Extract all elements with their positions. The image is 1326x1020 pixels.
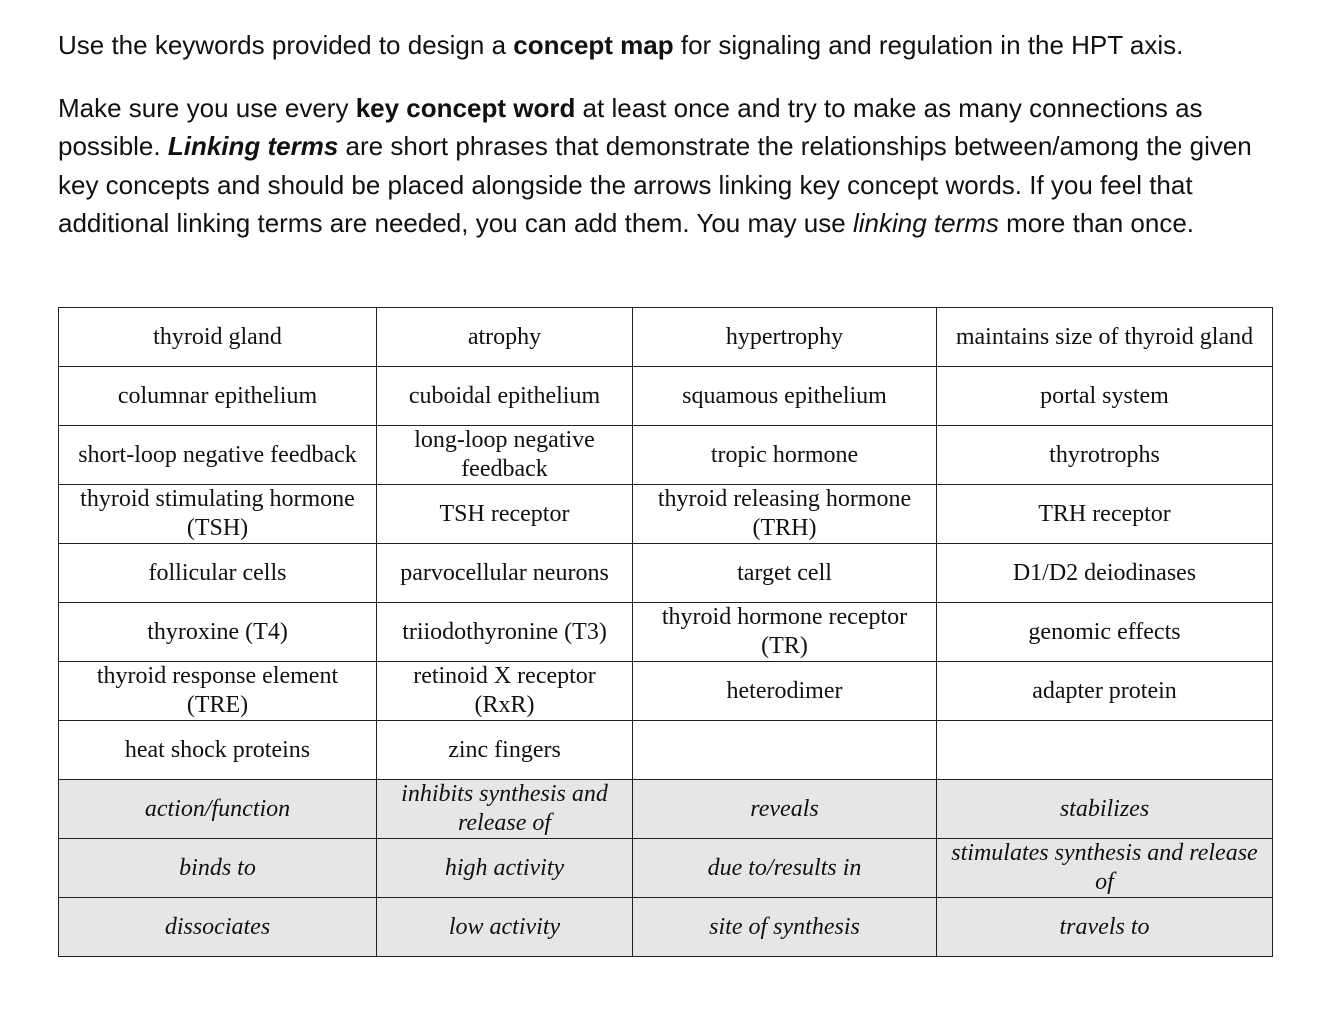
key-concept-cell: TRH receptor xyxy=(937,485,1273,544)
key-concept-cell: thyroid stimulating hormone (TSH) xyxy=(59,485,377,544)
key-concept-cell: atrophy xyxy=(377,308,633,367)
table-row xyxy=(59,721,1273,780)
concept-map-bold: concept map xyxy=(513,30,674,60)
key-concept-cell: parvocellular neurons xyxy=(377,544,633,603)
key-concept-cell: cuboidal epithelium xyxy=(377,367,633,426)
key-concept-cell: triiodothyronine (T3) xyxy=(377,603,633,662)
key-concept-cell: hypertrophy xyxy=(633,308,937,367)
linking-term-cell: high activity xyxy=(377,839,633,898)
key-concept-cell: tropic hormone xyxy=(633,426,937,485)
instruction-paragraph-2: Make sure you use every key concept word at least once and try to make as many connections as possible. Linking terms are short phrases that demonstrate the relationships between/among the given key concepts and should be placed alongside the arrows linking key concept words. If you feel that additional linking terms are needed, you can add them. You may use linking terms more than once. xyxy=(58,92,1252,238)
key-concept-cell: adapter protein xyxy=(937,662,1273,721)
linking-term-cell: binds to xyxy=(59,839,377,898)
linking-term-cell: stabilizes xyxy=(937,780,1273,839)
table-row xyxy=(59,367,1273,426)
key-concept-cell: target cell xyxy=(633,544,937,603)
table-row xyxy=(59,603,1273,662)
key-concept-word-bold: key concept word xyxy=(355,92,576,123)
key-concept-cell: thyroid gland xyxy=(59,308,377,367)
table-row xyxy=(59,544,1273,603)
key-concept-cell: thyroid releasing hormone (TRH) xyxy=(633,485,937,544)
linking-term-row xyxy=(59,898,1273,957)
instructions xyxy=(58,26,1298,243)
keyword-table xyxy=(58,307,1273,957)
key-concept-cell: thyrotrophs xyxy=(937,426,1273,485)
linking-term-row xyxy=(59,780,1273,839)
table-row xyxy=(59,662,1273,721)
key-concept-cell: TSH receptor xyxy=(377,485,633,544)
key-concept-cell: heterodimer xyxy=(633,662,937,721)
key-concept-cell: thyroid response element (TRE) xyxy=(59,662,377,721)
linking-term-row xyxy=(59,839,1273,898)
linking-term-cell: due to/results in xyxy=(633,839,937,898)
key-concept-cell: follicular cells xyxy=(59,544,377,603)
linking-term-cell: stimulates synthesis and release of xyxy=(937,839,1273,898)
key-concept-cell: genomic effects xyxy=(937,603,1273,662)
empty-cell xyxy=(937,721,1273,780)
linking-term-cell: action/function xyxy=(59,780,377,839)
linking-term-cell: travels to xyxy=(937,898,1273,957)
key-concept-cell: maintains size of thyroid gland xyxy=(937,308,1273,367)
key-concept-cell: long-loop negative feedback xyxy=(377,426,633,485)
key-concept-cell: portal system xyxy=(937,367,1273,426)
linking-terms-bold-italic: Linking terms xyxy=(167,131,339,161)
linking-terms-italic: linking terms xyxy=(852,208,999,238)
key-concept-cell: thyroxine (T4) xyxy=(59,603,377,662)
table-row xyxy=(59,308,1273,367)
key-concept-cell: squamous epithelium xyxy=(633,367,937,426)
key-concept-cell: short-loop negative feedback xyxy=(59,426,377,485)
linking-term-cell: low activity xyxy=(377,898,633,957)
linking-term-cell: reveals xyxy=(633,780,937,839)
key-concept-cell: zinc fingers xyxy=(377,721,633,780)
key-concept-cell: retinoid X receptor (RxR) xyxy=(377,662,633,721)
key-concept-cell: thyroid hormone receptor (TR) xyxy=(633,603,937,662)
linking-term-cell: inhibits synthesis and release of xyxy=(377,780,633,839)
instruction-line-1: Use the keywords provided to design a concept map for signaling and regulation in the HPT axis. xyxy=(58,30,1184,60)
key-concept-cell: columnar epithelium xyxy=(59,367,377,426)
empty-cell xyxy=(633,721,937,780)
key-concept-cell: heat shock proteins xyxy=(59,721,377,780)
linking-term-cell: site of synthesis xyxy=(633,898,937,957)
table-row xyxy=(59,485,1273,544)
key-concept-cell: D1/D2 deiodinases xyxy=(937,544,1273,603)
linking-term-cell: dissociates xyxy=(59,898,377,957)
table-row xyxy=(59,426,1273,485)
